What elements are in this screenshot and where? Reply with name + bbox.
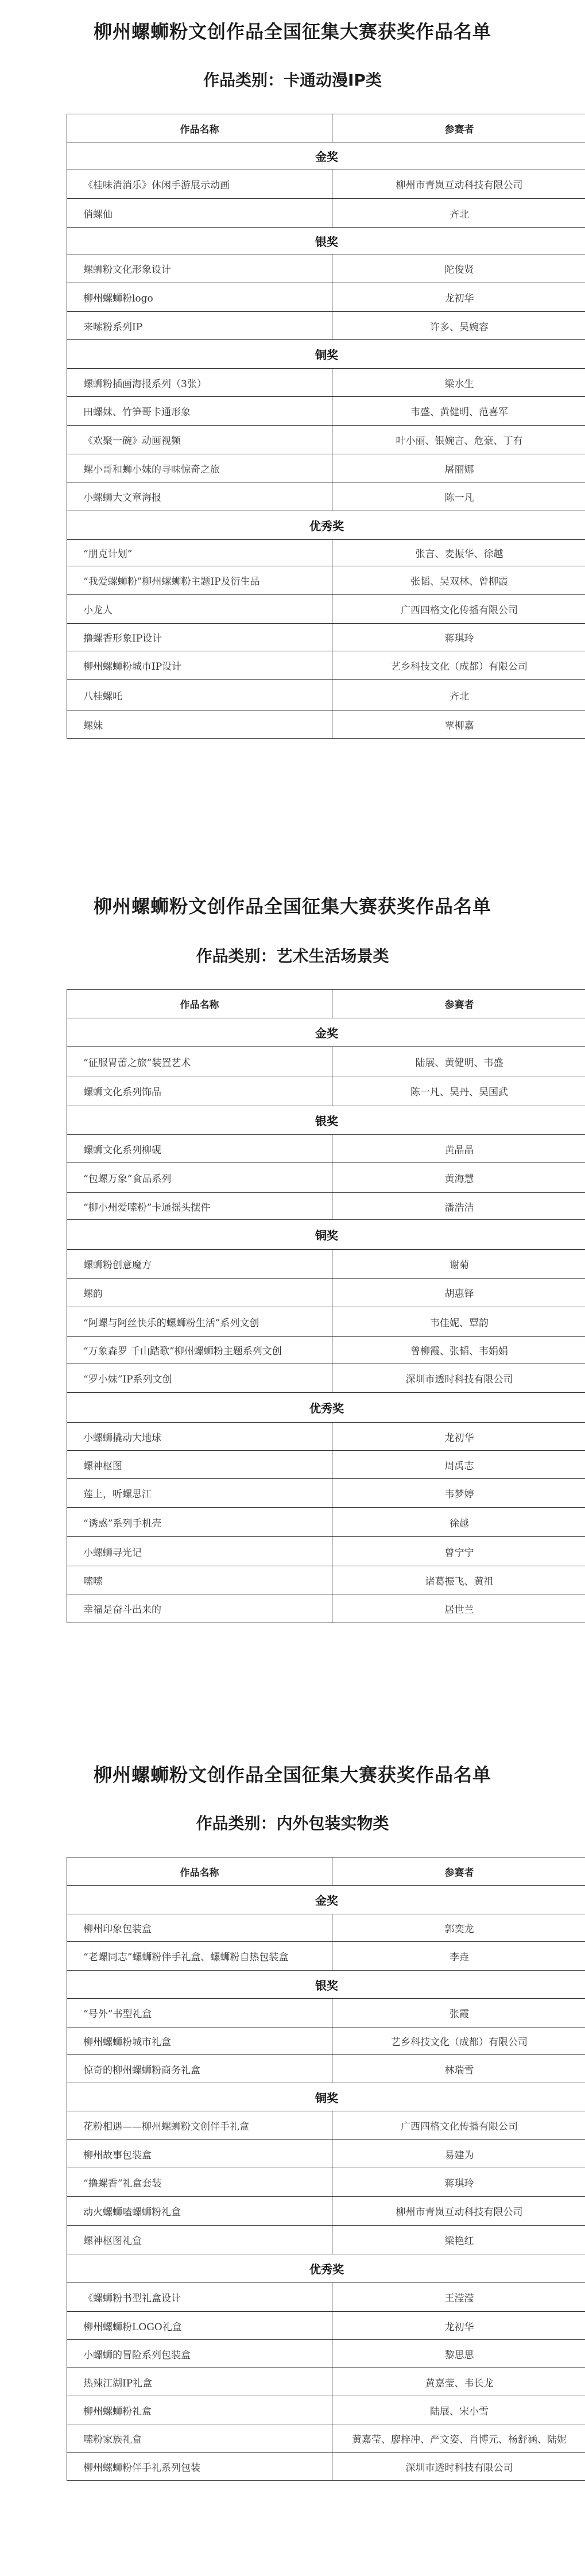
table-row bbox=[67, 1914, 585, 1942]
participant: 韦盛、黄健明、范喜军 bbox=[332, 397, 585, 426]
award-level: 银奖 bbox=[67, 1971, 585, 1999]
participant: 覃柳嘉 bbox=[332, 710, 585, 739]
participant: 许多、吴婉容 bbox=[332, 312, 585, 340]
work-name: “撸螺香”礼盒套装 bbox=[67, 2168, 332, 2197]
award-level: 金奖 bbox=[67, 1018, 585, 1047]
participant: 韦佳妮、覃韵 bbox=[332, 1307, 585, 1337]
work-name: “征服胃蕾之旅”装置艺术 bbox=[67, 1047, 332, 1076]
work-name: 小螺蛳的冒险系列包装盒 bbox=[67, 2340, 332, 2368]
table-row bbox=[67, 2312, 585, 2340]
participant: 郭奕龙 bbox=[332, 1914, 585, 1942]
table-row bbox=[67, 199, 585, 228]
table-row bbox=[67, 1537, 585, 1566]
award-level-row bbox=[67, 1220, 585, 1250]
table-row bbox=[67, 595, 585, 624]
table-row bbox=[67, 2111, 585, 2140]
participant: 陆展、宋小雪 bbox=[332, 2396, 585, 2424]
work-name: 莲上，听螺思江 bbox=[67, 1479, 332, 1508]
work-name: 嗦嗦 bbox=[67, 1566, 332, 1594]
participant: 梁艳红 bbox=[332, 2226, 585, 2254]
table-row bbox=[67, 1337, 585, 1364]
table-row bbox=[67, 1307, 585, 1337]
participant: 胡惠铎 bbox=[332, 1279, 585, 1307]
award-level-row bbox=[67, 1393, 585, 1423]
table-row bbox=[67, 1451, 585, 1479]
participant: 张霞 bbox=[332, 1999, 585, 2027]
participant: 艺乡科技文化（成都）有限公司 bbox=[332, 2027, 585, 2055]
participant: 齐北 bbox=[332, 199, 585, 228]
award-level: 铜奖 bbox=[67, 340, 585, 369]
participant: 陀俊贤 bbox=[332, 254, 585, 283]
participant: 居世兰 bbox=[332, 1594, 585, 1623]
participant: 易建为 bbox=[332, 2140, 585, 2168]
work-name: 《桂味消消乐》休闲手游展示动画 bbox=[67, 169, 332, 199]
work-name: 小螺蛳大文章海报 bbox=[67, 482, 332, 511]
table-row bbox=[67, 1047, 585, 1076]
header-participant: 参赛者 bbox=[332, 1857, 585, 1886]
table-header-row bbox=[67, 990, 585, 1018]
work-name: 柳州螺蛳粉LOGO礼盒 bbox=[67, 2312, 332, 2340]
table-row bbox=[67, 254, 585, 283]
work-name: 俏螺仙 bbox=[67, 199, 332, 228]
participant: 张言、麦振华、徐越 bbox=[332, 540, 585, 566]
work-name: 螺妹 bbox=[67, 710, 332, 739]
work-name: 惊奇的柳州螺蛳粉商务礼盒 bbox=[67, 2055, 332, 2083]
work-name: 螺神枢图 bbox=[67, 1451, 332, 1479]
work-name: 花粉相遇——柳州螺蛳粉文创伴手礼盒 bbox=[67, 2111, 332, 2140]
header-participant: 参赛者 bbox=[332, 990, 585, 1018]
participant: 屠丽娜 bbox=[332, 454, 585, 482]
participant: 叶小丽、银婉言、危豪、丁有 bbox=[332, 426, 585, 454]
category-heading: 作品类别：艺术生活场景类 bbox=[196, 947, 389, 965]
table-row bbox=[67, 2140, 585, 2168]
work-name: 螺蛳粉创意魔方 bbox=[67, 1250, 332, 1279]
participant: 曾柳霞、张韬、韦娟娟 bbox=[332, 1337, 585, 1364]
header-work-name: 作品名称 bbox=[67, 990, 332, 1018]
document-title: 柳州螺蛳粉文创作品全国征集大赛获奖作品名单 bbox=[93, 1764, 491, 1786]
work-name: “阿螺与阿丝快乐的螺蛳粉生活”系列文创 bbox=[67, 1307, 332, 1337]
work-name: 柳州螺蛳粉伴手礼系列包装 bbox=[67, 2453, 332, 2481]
work-name: 柳州螺蛳粉城市IP设计 bbox=[67, 651, 332, 680]
participant: 龙初华 bbox=[332, 2312, 585, 2340]
work-name: “罗小妹”IP系列文创 bbox=[67, 1364, 332, 1393]
table-header-row bbox=[67, 1857, 585, 1886]
work-name: “老螺同志”螺蛳粉伴手礼盒、螺蛳粉自热包装盒 bbox=[67, 1942, 332, 1971]
table-row bbox=[67, 1250, 585, 1279]
table-row bbox=[67, 1423, 585, 1451]
work-name: 八桂螺吒 bbox=[67, 680, 332, 710]
work-name: 螺蛳文化系列柳砚 bbox=[67, 1135, 332, 1163]
award-table bbox=[67, 989, 585, 1623]
award-level-row bbox=[67, 1886, 585, 1914]
work-name: “包螺万象”食品系列 bbox=[67, 1163, 332, 1193]
table-row bbox=[67, 397, 585, 426]
table-row bbox=[67, 2453, 585, 2481]
table-row bbox=[67, 2340, 585, 2368]
document-title: 柳州螺蛳粉文创作品全国征集大赛获奖作品名单 bbox=[93, 895, 491, 917]
table-row bbox=[67, 710, 585, 739]
table-row bbox=[67, 1479, 585, 1508]
award-level-row bbox=[67, 2083, 585, 2111]
table-row bbox=[67, 540, 585, 566]
participant: 梁水生 bbox=[332, 369, 585, 397]
table-row bbox=[67, 2424, 585, 2453]
table-row bbox=[67, 680, 585, 710]
award-level: 银奖 bbox=[67, 1106, 585, 1135]
award-level-row bbox=[67, 142, 585, 169]
table-row bbox=[67, 169, 585, 199]
work-name: “柳小州爱嗦粉”卡通摇头摆件 bbox=[67, 1193, 332, 1220]
table-row bbox=[67, 454, 585, 482]
participant: 陆展、黄健明、韦盛 bbox=[332, 1047, 585, 1076]
work-name: 动火螺蛳嗑螺蛳粉礼盒 bbox=[67, 2197, 332, 2226]
work-name: 螺神枢图礼盒 bbox=[67, 2226, 332, 2254]
participant: 王滢滢 bbox=[332, 2283, 585, 2312]
work-name: 幸福是奋斗出来的 bbox=[67, 1594, 332, 1623]
document-title: 柳州螺蛳粉文创作品全国征集大赛获奖作品名单 bbox=[93, 21, 491, 43]
work-name: “诱惑”系列手机壳 bbox=[67, 1508, 332, 1537]
table-row bbox=[67, 2368, 585, 2396]
participant: 韦梦婷 bbox=[332, 1479, 585, 1508]
work-name: 小螺蛳撬动大地球 bbox=[67, 1423, 332, 1451]
award-level-row bbox=[67, 1971, 585, 1999]
participant: 深圳市透时科技有限公司 bbox=[332, 1364, 585, 1393]
participant: 黄嘉莹、廖梓冲、严文姿、肖博元、杨舒涵、陆妮 bbox=[332, 2424, 585, 2453]
work-name: “号外”书型礼盒 bbox=[67, 1999, 332, 2027]
work-name: 螺蛳文化系列饰品 bbox=[67, 1076, 332, 1106]
participant: 周禹志 bbox=[332, 1451, 585, 1479]
participant: 林瑞雪 bbox=[332, 2055, 585, 2083]
work-name: 柳州螺蛳粉城市礼盒 bbox=[67, 2027, 332, 2055]
header-work-name: 作品名称 bbox=[67, 114, 332, 142]
table-row bbox=[67, 2283, 585, 2312]
participant: 徐越 bbox=[332, 1508, 585, 1537]
participant: 黄晶晶 bbox=[332, 1135, 585, 1163]
work-name: “万象森罗 千山踏歌”柳州螺蛳粉主题系列文创 bbox=[67, 1337, 332, 1364]
award-level: 金奖 bbox=[67, 142, 585, 169]
work-name: 螺韵 bbox=[67, 1279, 332, 1307]
work-name: 热辣江湖IP礼盒 bbox=[67, 2368, 332, 2396]
work-name: 小螺蛳寻光记 bbox=[67, 1537, 332, 1566]
participant: 谢菊 bbox=[332, 1250, 585, 1279]
participant: 艺乡科技文化（成都）有限公司 bbox=[332, 651, 585, 680]
award-level-row bbox=[67, 340, 585, 369]
table-row bbox=[67, 1076, 585, 1106]
table-row bbox=[67, 566, 585, 595]
table-row bbox=[67, 369, 585, 397]
award-level: 银奖 bbox=[67, 228, 585, 254]
participant: 广西四格文化传播有限公司 bbox=[332, 2111, 585, 2140]
table-row bbox=[67, 1135, 585, 1163]
header-participant: 参赛者 bbox=[332, 114, 585, 142]
participant: 陈一凡 bbox=[332, 482, 585, 511]
work-name: 柳州螺蛳粉礼盒 bbox=[67, 2396, 332, 2424]
participant: 潘浩洁 bbox=[332, 1193, 585, 1220]
work-name: 撸螺香形象IP设计 bbox=[67, 624, 332, 651]
table-header-row bbox=[67, 114, 585, 142]
participant: 广西四格文化传播有限公司 bbox=[332, 595, 585, 624]
work-name: 田螺妹、竹笋哥卡通形象 bbox=[67, 397, 332, 426]
participant: 深圳市透时科技有限公司 bbox=[332, 2453, 585, 2481]
table-row bbox=[67, 2396, 585, 2424]
award-level-row bbox=[67, 228, 585, 254]
work-name: “我爱螺蛳粉”柳州螺蛳粉主题IP及衍生品 bbox=[67, 566, 332, 595]
table-row bbox=[67, 651, 585, 680]
table-row bbox=[67, 2027, 585, 2055]
award-level-row bbox=[67, 1106, 585, 1135]
table-row bbox=[67, 1279, 585, 1307]
award-level: 优秀奖 bbox=[67, 511, 585, 540]
participant: 李垚 bbox=[332, 1942, 585, 1971]
work-name: 来嗦粉系列IP bbox=[67, 312, 332, 340]
participant: 黄嘉莹、韦长龙 bbox=[332, 2368, 585, 2396]
table-row bbox=[67, 1566, 585, 1594]
table-row bbox=[67, 1942, 585, 1971]
table-row bbox=[67, 283, 585, 312]
work-name: 柳州印象包装盒 bbox=[67, 1914, 332, 1942]
table-row bbox=[67, 1999, 585, 2027]
participant: 蒋琪玲 bbox=[332, 2168, 585, 2197]
participant: 柳州市青岚互动科技有限公司 bbox=[332, 169, 585, 199]
award-level: 铜奖 bbox=[67, 1220, 585, 1250]
award-level-row bbox=[67, 511, 585, 540]
participant: 蒋琪玲 bbox=[332, 624, 585, 651]
work-name: 螺小哥和蛳小妹的寻味惊奇之旅 bbox=[67, 454, 332, 482]
work-name: 《欢聚一碗》动画视频 bbox=[67, 426, 332, 454]
award-level: 优秀奖 bbox=[67, 2254, 585, 2283]
table-row bbox=[67, 1193, 585, 1220]
table-row bbox=[67, 426, 585, 454]
header-work-name: 作品名称 bbox=[67, 1857, 332, 1886]
award-level: 铜奖 bbox=[67, 2083, 585, 2111]
table-row bbox=[67, 1364, 585, 1393]
participant: 张韬、吴双林、曾柳霞 bbox=[332, 566, 585, 595]
award-table bbox=[67, 114, 585, 739]
work-name: 螺蛳粉文化形象设计 bbox=[67, 254, 332, 283]
participant: 柳州市青岚互动科技有限公司 bbox=[332, 2197, 585, 2226]
award-level-row bbox=[67, 1018, 585, 1047]
table-row bbox=[67, 2226, 585, 2254]
award-table bbox=[67, 1857, 585, 2481]
table-row bbox=[67, 1163, 585, 1193]
work-name: 《螺蛳粉书型礼盒设计 bbox=[67, 2283, 332, 2312]
table-row bbox=[67, 2168, 585, 2197]
participant: 黎思思 bbox=[332, 2340, 585, 2368]
table-row bbox=[67, 2055, 585, 2083]
work-name: “朋克计划” bbox=[67, 540, 332, 566]
table-row bbox=[67, 312, 585, 340]
participant: 黄海慧 bbox=[332, 1163, 585, 1193]
table-row bbox=[67, 624, 585, 651]
table-row bbox=[67, 482, 585, 511]
award-level: 金奖 bbox=[67, 1886, 585, 1914]
participant: 龙初华 bbox=[332, 283, 585, 312]
award-level: 优秀奖 bbox=[67, 1393, 585, 1423]
participant: 齐北 bbox=[332, 680, 585, 710]
work-name: 嗦粉家族礼盒 bbox=[67, 2424, 332, 2453]
work-name: 柳州故事包装盒 bbox=[67, 2140, 332, 2168]
work-name: 螺蛳粉插画海报系列（3张） bbox=[67, 369, 332, 397]
participant: 龙初华 bbox=[332, 1423, 585, 1451]
work-name: 柳州螺蛳粉logo bbox=[67, 283, 332, 312]
table-row bbox=[67, 1508, 585, 1537]
participant: 诸葛振飞、黄祖 bbox=[332, 1566, 585, 1594]
category-heading: 作品类别：内外包装实物类 bbox=[196, 1814, 389, 1833]
participant: 陈一凡、吴丹、吴国武 bbox=[332, 1076, 585, 1106]
participant: 曾宁宁 bbox=[332, 1537, 585, 1566]
work-name: 小龙人 bbox=[67, 595, 332, 624]
award-level-row bbox=[67, 2254, 585, 2283]
category-heading: 作品类别：卡通动漫IP类 bbox=[203, 71, 382, 90]
table-row bbox=[67, 1594, 585, 1623]
table-row bbox=[67, 2197, 585, 2226]
